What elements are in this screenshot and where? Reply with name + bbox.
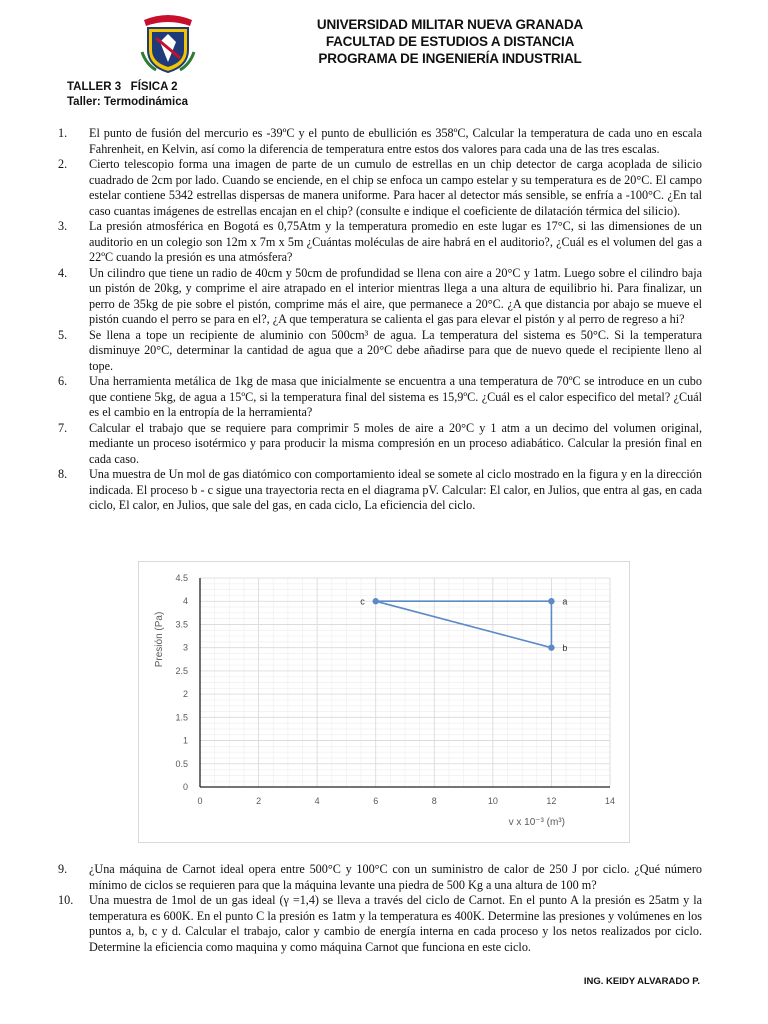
problem-number: 9. bbox=[58, 862, 68, 876]
y-tick-label: 3 bbox=[182, 642, 188, 653]
x-tick-label: 14 bbox=[604, 796, 616, 806]
y-tick-label: 4 bbox=[182, 596, 188, 607]
problem-number: 5. bbox=[58, 327, 68, 342]
pv-diagram-chart bbox=[138, 561, 630, 843]
problem-item bbox=[58, 374, 702, 421]
institution-header bbox=[300, 16, 600, 67]
y-tick-label: 3.5 bbox=[175, 619, 188, 630]
x-tick-label: 6 bbox=[373, 796, 379, 806]
data-point-label: a bbox=[562, 596, 568, 607]
data-point bbox=[548, 644, 554, 650]
problem-text: Un cilindro que tiene un radio de 40cm y 50cm de profundidad se llena con aire a 20°C y 1atm. Luego sobre el cilindro baja un pistón de 20kg, y comprime el aire atrapado en el interior mientras llega a una altura de equilibrio hi. Para finalizar, un perro de 35kg de pie sobre el pistón, comprime más el aire, que permanece a 20°C. ¿A que distancia por abajo se mueve el pistón cuando el perro se para en el?, ¿A que temperatura se calienta el gas para elevar el pistón y al perro de regreso a hi? bbox=[89, 265, 702, 326]
x-axis-label: v x 10⁻³ (m³) bbox=[508, 817, 565, 828]
problem-number: 7. bbox=[58, 420, 68, 435]
y-tick-label: 2.5 bbox=[175, 665, 188, 676]
x-tick-label: 8 bbox=[431, 796, 437, 806]
data-point-label: c bbox=[360, 596, 365, 607]
problem-text: Calcular el trabajo que se requiere para comprimir 5 moles de aire a 20°C y 1 atm a un decimo del volumen original, mediante un proceso isotérmico y para producir la misma compresión en un proceso adiabático. Calcular la presión final en cada caso. bbox=[89, 420, 702, 466]
data-point bbox=[373, 598, 379, 604]
problem-text: Cierto telescopio forma una imagen de parte de un cumulo de estrellas en un chip detector de carga acoplada de silicio cuadrado de 2cm por lado. Cuando se enciende, en el chip se enfoca un campo estelar y su temperatura es de 20°C. El campo estelar contiene 5342 estrellas dispersas de manera uniforme. Para hacer al detector más sensible, se enfría a -100°C. ¿En tal caso cuantas imágenes de estrellas encajan en el chip? (consulte e indique el coeficiente de dilatación térmica del silicio). bbox=[89, 157, 702, 218]
problem-number: 2. bbox=[58, 157, 68, 171]
problem-number: 8. bbox=[58, 467, 68, 481]
problem-text: La presión atmosférica en Bogotá es 0,75Atm y la temperatura promedio en este lugar es 17°C, si las dimensiones de un auditorio en un colegio son 12m x 7m x 5m ¿Cuántas moléculas de aire habrá en el auditorio?, ¿Cuál es el volumen del gas a 22ºC cuando la presión es una atmósfera? bbox=[89, 219, 702, 264]
y-tick-label: 0 bbox=[182, 782, 188, 792]
problem-list-continued bbox=[58, 862, 702, 955]
problem-text: Una muestra de 1mol de un gas ideal (γ =1,4) se lleva a través del ciclo de Carnot. En el punto A la presión es 25atm y la temperatura es 600K. En el punto C la presión es 1atm y la temperatura es 400K. Determine las presiones y volúmenes en los puntos a, b, c y d. Calcular el trabajo, calor y cambio de energía interna en cada proceso y los netos realizados por ciclo. Determine la eficiencia como maquina y como máquina Carnot que funciona en este ciclo. bbox=[89, 893, 702, 954]
problem-list bbox=[58, 126, 702, 514]
problem-item bbox=[58, 893, 702, 955]
x-tick-label: 0 bbox=[197, 796, 203, 806]
x-tick-label: 10 bbox=[487, 796, 498, 806]
header-program: PROGRAMA DE INGENIERÍA INDUSTRIAL bbox=[318, 51, 582, 66]
workshop-topic: Taller: Termodinámica bbox=[67, 96, 188, 108]
problem-text: El punto de fusión del mercurio es -39ºC y el punto de ebullición es 358ºC, Calcular la temperatura de cada uno en escala Fahrenheit, en Kelvin, así como la diferencia de temperatura entre estos dos valores para cada una de las tres escalas. bbox=[89, 126, 702, 156]
problem-text: ¿Una máquina de Carnot ideal opera entre 500°C y 100°C con un suministro de calor de 250 J por ciclo. ¿Qué número mínimo de ciclos se requieren para que la máquina levante una piedra de 500 Kg a una altura de 100 m? bbox=[89, 862, 702, 892]
x-tick-label: 2 bbox=[256, 796, 262, 806]
workshop-number: TALLER 3 FÍSICA 2 bbox=[67, 81, 178, 93]
problem-number: 1. bbox=[58, 126, 68, 140]
problem-item bbox=[58, 467, 702, 514]
author-signature: ING. KEIDY ALVARADO P. bbox=[583, 976, 700, 987]
y-axis-label: Presión (Pa) bbox=[154, 611, 165, 668]
problem-item bbox=[58, 266, 702, 328]
y-tick-label: 2 bbox=[182, 689, 188, 700]
workshop-title bbox=[67, 80, 188, 110]
problem-item bbox=[58, 421, 702, 468]
data-point-label: b bbox=[562, 643, 568, 654]
problem-item bbox=[58, 328, 702, 375]
x-tick-label: 4 bbox=[314, 796, 320, 806]
problem-item bbox=[58, 219, 702, 266]
problem-number: 3. bbox=[58, 219, 68, 233]
y-tick-label: 1 bbox=[182, 735, 188, 746]
y-tick-label: 0.5 bbox=[175, 758, 188, 769]
problem-text: Una muestra de Un mol de gas diatómico con comportamiento ideal se somete al ciclo mostrado en la figura y en la dirección indicada. El proceso b - c sigue una trayectoria recta en el diagrama pV. Calcular: El calor, en Julios, que entra al gas, en cada ciclo, El calor, en Julios, que sale del gas, en cada ciclo, La eficiencia del ciclo. bbox=[89, 467, 702, 512]
problem-item bbox=[58, 862, 702, 893]
problem-number: 4. bbox=[58, 265, 68, 280]
header-faculty: FACULTAD DE ESTUDIOS A DISTANCIA bbox=[325, 34, 575, 49]
x-tick-label: 12 bbox=[546, 796, 557, 806]
problem-item bbox=[58, 126, 702, 157]
problem-text: Una herramienta metálica de 1kg de masa que inicialmente se encuentra a una temperatura de 70ºC se introduce en un cubo que contiene 5kg, de agua a 15ºC, si la temperatura final del sistema es 15,9ºC. ¿Cuál es el calor especifico del metal? ¿Cuál es el cambio en la entropía de la herramienta? bbox=[89, 374, 702, 419]
problem-number: 6. bbox=[58, 374, 68, 388]
problem-text: Se llena a tope un recipiente de aluminio con 500cm³ de agua. La temperatura del sistema es 50°C. Si la temperatura disminuye 20°C, determinar la cantidad de agua que a 20°C debe añadirse para que de nuevo quede el recipiente lleno al tope. bbox=[89, 327, 702, 373]
university-logo bbox=[140, 12, 196, 74]
header-university: UNIVERSIDAD MILITAR NUEVA GRANADA bbox=[316, 17, 584, 32]
y-tick-label: 1.5 bbox=[175, 712, 188, 723]
problem-number: 10. bbox=[58, 893, 74, 907]
problem-item bbox=[58, 157, 702, 219]
data-point bbox=[548, 598, 554, 604]
y-tick-label: 4.5 bbox=[175, 573, 188, 583]
